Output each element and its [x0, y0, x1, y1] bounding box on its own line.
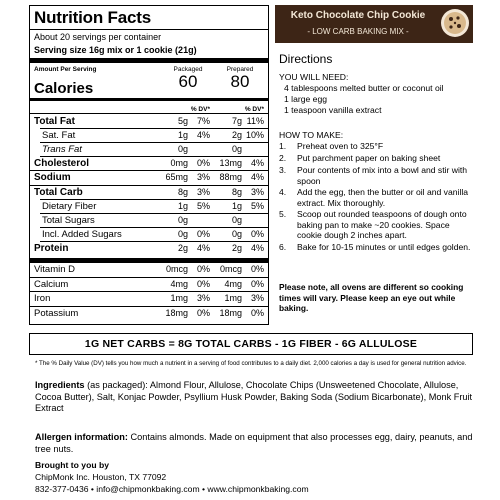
- ingredients-label: Ingredients: [35, 380, 85, 390]
- daily-value-footnote: * The % Daily Value (DV) tells you how much a nutrient in a serving of food contributes to a daily diet. 2,000 calories a day is used for general nutrition advice.: [35, 360, 467, 367]
- divider: [30, 29, 268, 30]
- product-subtitle: - LOW CARB BAKING MIX -: [307, 27, 409, 36]
- packaged-dv: 4%: [196, 242, 210, 253]
- directions-title: Directions: [279, 52, 333, 66]
- need-item: 1 teaspoon vanilla extract: [284, 105, 382, 115]
- allergen-paragraph: [35, 432, 475, 455]
- company-contact: 832-377-0436 • info@chipmonkbaking.com • www.chipmonkbaking.com: [35, 484, 309, 494]
- calories-label: Calories: [34, 80, 94, 97]
- step-text: Bake for 10-15 minutes or until edges golden.: [297, 242, 471, 252]
- nutrient-label: Cholesterol: [34, 158, 90, 170]
- divider: [30, 58, 268, 63]
- row-divider: [40, 156, 268, 157]
- packaged-dv: 7%: [196, 116, 210, 126]
- prepared-amount: 0g: [231, 228, 242, 239]
- step-number: 4.: [279, 187, 287, 197]
- row-divider: [30, 291, 268, 292]
- prepared-dv: 4%: [250, 158, 264, 169]
- row-divider: [30, 277, 268, 278]
- packaged-dv: 0%: [196, 264, 210, 274]
- row-divider: [40, 199, 268, 200]
- row-divider: [30, 306, 268, 307]
- prepared-dv: 0%: [250, 264, 264, 274]
- prepared-amount: 1g: [231, 200, 242, 211]
- oven-note: Please note, all ovens are different so cooking times will vary. Please keep an eye out while baking.: [279, 282, 464, 314]
- packaged-amount: 0mg: [170, 158, 188, 169]
- packaged-amount: 18mg: [165, 307, 188, 318]
- allergen-label: Allergen information:: [35, 432, 128, 442]
- packaged-dv: 3%: [196, 186, 210, 197]
- packaged-amount: 1g: [177, 130, 188, 141]
- nutrient-label: Protein: [34, 242, 69, 254]
- step-text: Scoop out rounded teaspoons of dough onto baking pan to make ~20 cookies. Space cookie dough 2 inches apart.: [297, 209, 467, 241]
- step-number: 2.: [279, 153, 287, 163]
- divider: [30, 258, 268, 263]
- packaged-dv: 0%: [196, 158, 210, 169]
- prepared-dv: 4%: [250, 242, 264, 253]
- nutrient-label: Total Sugars: [42, 214, 95, 226]
- calories-prepared: 80: [230, 72, 250, 91]
- row-divider: [30, 170, 268, 171]
- packaged-amount: 1g: [177, 200, 188, 211]
- step-number: 6.: [279, 242, 287, 252]
- step-text: Preheat oven to 325°F: [297, 141, 384, 151]
- row-divider: [40, 213, 268, 214]
- vitamin-label: Iron: [34, 293, 51, 304]
- packaged-amount: 0g: [177, 144, 188, 155]
- packaged-dv: 5%: [196, 200, 210, 211]
- prepared-amount: 0g: [231, 144, 242, 155]
- prepared-amount: 18mg: [219, 307, 242, 318]
- prepared-amount: 88mg: [219, 172, 242, 183]
- prepared-dv: 4%: [250, 172, 264, 183]
- row-divider: [40, 128, 268, 129]
- packaged-dv: 3%: [196, 172, 210, 183]
- brand-banner: [275, 5, 473, 43]
- prepared-dv: 0%: [250, 307, 264, 318]
- packaged-column-header: Packaged: [173, 66, 203, 73]
- vitamin-label: Calcium: [34, 278, 69, 290]
- prepared-amount: 0g: [231, 214, 242, 225]
- nutrient-label: Dietary Fiber: [42, 200, 97, 212]
- prepared-dv: 3%: [250, 293, 264, 303]
- calories-packaged: 60: [178, 72, 198, 91]
- step-number: 5.: [279, 209, 287, 219]
- prepared-amount: 1mg: [224, 293, 242, 303]
- prepared-amount: 2g: [231, 242, 242, 253]
- packaged-dv: 0%: [196, 228, 210, 239]
- packaged-dv: 4%: [196, 130, 210, 141]
- serving-size: Serving size 16g mix or 1 cookie (21g): [34, 45, 197, 55]
- row-divider: [30, 185, 268, 186]
- vitamin-label: Potassium: [34, 307, 79, 319]
- nutrient-label: Sat. Fat: [42, 130, 76, 142]
- nutrient-label: Trans Fat: [42, 144, 82, 156]
- step-text: Add the egg, then the butter or oil and vanilla extract. Mix thoroughly.: [297, 187, 469, 208]
- nutrient-label: Incl. Added Sugars: [42, 228, 122, 240]
- prepared-amount: 4mg: [224, 278, 242, 289]
- divider: [30, 98, 268, 101]
- ingredients-paragraph: [35, 380, 475, 415]
- prepared-amount: 0mcg: [219, 264, 242, 274]
- dv-header-prepared: % DV*: [244, 106, 264, 113]
- prepared-amount: 8g: [231, 186, 242, 197]
- prepared-dv: 3%: [250, 186, 264, 197]
- amount-per-serving-label: Amount Per Serving: [34, 66, 97, 73]
- prepared-column-header: Prepared: [226, 66, 254, 73]
- cookie-icon: [441, 9, 469, 37]
- row-divider: [40, 241, 268, 242]
- ingredients-text: (as packaged): Almond Flour, Allulose, Chocolate Chips (Unsweetened Chocolate, Allulose, Cocoa Butter), Salt, Konjac Powder, Psyllium Husk Powder, Baking Soda (Sodium Bicarbonate), Monk Fruit Extract: [35, 380, 473, 413]
- prepared-amount: 13mg: [219, 158, 242, 169]
- row-divider: [40, 227, 268, 228]
- packaged-dv: 0%: [196, 307, 210, 318]
- net-carbs-banner: 1G NET CARBS = 8G TOTAL CARBS - 1G FIBER - 6G ALLULOSE: [29, 333, 473, 355]
- prepared-dv: 0%: [250, 228, 264, 239]
- nutrition-title: Nutrition Facts: [34, 8, 151, 27]
- servings-per-container: About 20 servings per container: [34, 32, 162, 42]
- need-item: 1 large egg: [284, 94, 328, 104]
- step-text: Pour contents of mix into a bowl and stir with spoon: [297, 165, 468, 186]
- prepared-dv: 0%: [250, 278, 264, 289]
- prepared-amount: 7g: [231, 116, 242, 126]
- step-text: Put parchment paper on baking sheet: [297, 153, 441, 163]
- prepared-amount: 2g: [231, 130, 242, 141]
- nutrient-label: Total Fat: [34, 116, 75, 127]
- brought-by-label: Brought to you by: [35, 460, 109, 470]
- allergen-text: Contains almonds. Made on equipment that also processes egg, dairy, peanuts, and tree nuts.: [35, 432, 473, 454]
- nutrition-facts-panel: [29, 5, 269, 325]
- step-number: 1.: [279, 141, 287, 151]
- prepared-dv: 5%: [250, 200, 264, 211]
- packaged-amount: 1mg: [170, 293, 188, 303]
- packaged-amount: 2g: [177, 242, 188, 253]
- company-address: ChipMonk Inc. Houston, TX 77092: [35, 472, 167, 482]
- packaged-dv: 0%: [196, 278, 210, 289]
- packaged-amount: 0g: [177, 228, 188, 239]
- packaged-amount: 8g: [177, 186, 188, 197]
- step-number: 3.: [279, 165, 287, 175]
- packaged-amount: 0mcg: [165, 264, 188, 274]
- prepared-dv: 10%: [245, 130, 264, 141]
- prepared-dv: 11%: [246, 116, 264, 126]
- row-divider: [40, 142, 268, 143]
- divider: [30, 113, 268, 114]
- nutrient-label: Total Carb: [34, 186, 83, 198]
- product-name: Keto Chocolate Chip Cookie: [290, 10, 426, 21]
- need-item: 4 tablespoons melted butter or coconut oil: [284, 83, 444, 93]
- how-to-make-label: HOW TO MAKE:: [279, 130, 344, 140]
- nutrient-label: Sodium: [34, 172, 71, 184]
- packaged-amount: 0g: [177, 214, 188, 225]
- packaged-dv: 3%: [196, 293, 210, 303]
- dv-header-packaged: % DV*: [190, 106, 210, 113]
- you-will-need-label: YOU WILL NEED:: [279, 72, 349, 82]
- packaged-amount: 4mg: [170, 278, 188, 289]
- vitamin-label: Vitamin D: [34, 264, 76, 275]
- packaged-amount: 5g: [177, 116, 188, 126]
- packaged-amount: 65mg: [165, 172, 188, 183]
